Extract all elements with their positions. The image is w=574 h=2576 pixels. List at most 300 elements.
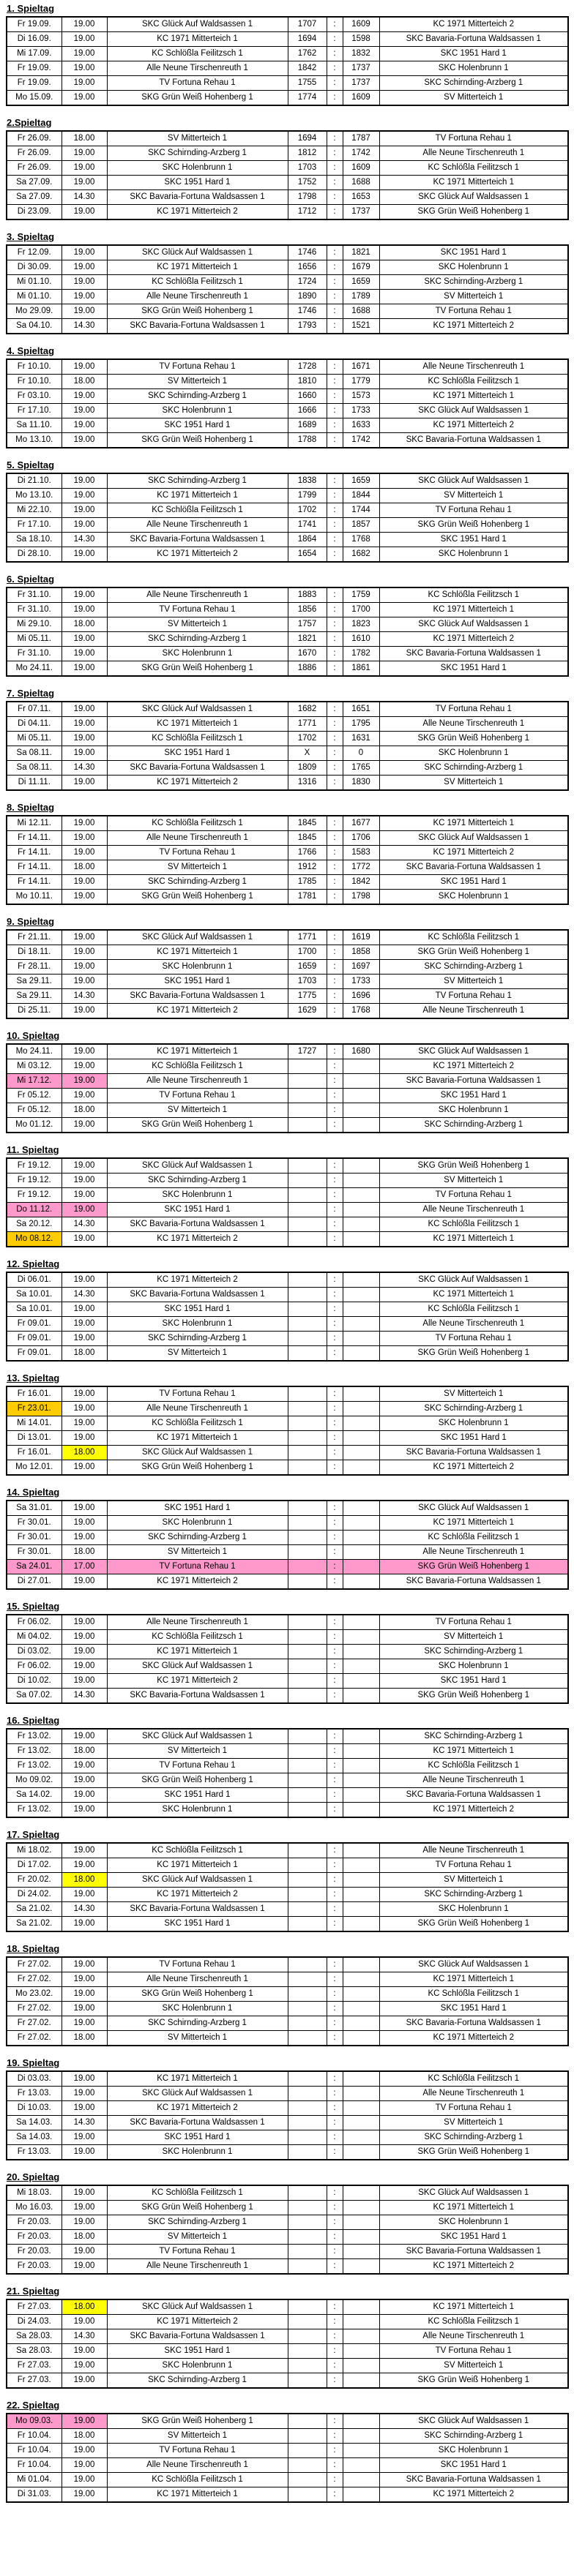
home-team: KC 1971 Mitterteich 2 bbox=[107, 2315, 288, 2329]
match-row bbox=[7, 1044, 568, 1059]
home-score: 1746 bbox=[288, 304, 327, 319]
match-time: 19.00 bbox=[61, 2344, 107, 2359]
match-time: 19.00 bbox=[61, 32, 107, 47]
home-score bbox=[288, 2201, 327, 2215]
home-team: SKC 1951 Hard 1 bbox=[107, 2344, 288, 2359]
match-time: 18.00 bbox=[61, 1873, 107, 1888]
match-time: 18.00 bbox=[61, 1346, 107, 1362]
match-row bbox=[7, 245, 568, 260]
home-team: SKC 1951 Hard 1 bbox=[107, 176, 288, 190]
match-date: Fr 30.01. bbox=[7, 1531, 61, 1545]
home-team: SKC 1951 Hard 1 bbox=[107, 1788, 288, 1803]
matchday-table bbox=[6, 1043, 569, 1133]
score-colon: : bbox=[327, 190, 343, 205]
match-row bbox=[7, 1158, 568, 1174]
score-colon: : bbox=[327, 1501, 343, 1516]
away-team: SKC Glück Auf Waldsassen 1 bbox=[379, 2185, 568, 2201]
match-time: 19.00 bbox=[61, 2373, 107, 2389]
match-time: 19.00 bbox=[61, 1416, 107, 1431]
score-colon: : bbox=[327, 1118, 343, 1133]
away-team: TV Fortuna Rehau 1 bbox=[379, 1858, 568, 1873]
match-time: 19.00 bbox=[61, 831, 107, 846]
matchday-table bbox=[6, 1386, 569, 1476]
away-score: 1737 bbox=[343, 205, 379, 220]
home-score bbox=[288, 1645, 327, 1659]
home-score: 1727 bbox=[288, 1044, 327, 1059]
match-time: 19.00 bbox=[61, 473, 107, 489]
match-row bbox=[7, 1630, 568, 1645]
away-team: SV Mitterteich 1 bbox=[379, 975, 568, 989]
match-date: Fr 26.09. bbox=[7, 161, 61, 176]
score-colon: : bbox=[327, 945, 343, 960]
match-time: 19.00 bbox=[61, 1788, 107, 1803]
away-score: 1742 bbox=[343, 433, 379, 448]
score-colon: : bbox=[327, 1957, 343, 1972]
away-score bbox=[343, 2458, 379, 2473]
match-row bbox=[7, 61, 568, 76]
away-team: SKC Schirnding-Arzberg 1 bbox=[379, 1402, 568, 1416]
away-score bbox=[343, 1288, 379, 1302]
score-colon: : bbox=[327, 1545, 343, 1560]
away-team: SKC Holenbrunn 1 bbox=[379, 2215, 568, 2230]
home-score bbox=[288, 1803, 327, 1818]
match-row bbox=[7, 1118, 568, 1133]
match-time: 19.00 bbox=[61, 205, 107, 220]
match-time: 19.00 bbox=[61, 489, 107, 503]
matchday-table bbox=[6, 1272, 569, 1362]
home-score: 1799 bbox=[288, 489, 327, 503]
match-row bbox=[7, 945, 568, 960]
matchday-title: 1. Spieltag bbox=[7, 3, 55, 14]
home-team: Alle Neune Tirschenreuth 1 bbox=[107, 831, 288, 846]
home-team: SV Mitterteich 1 bbox=[107, 2429, 288, 2444]
match-time: 19.00 bbox=[61, 1803, 107, 1818]
home-score: 1821 bbox=[288, 632, 327, 647]
match-time: 18.00 bbox=[61, 860, 107, 875]
match-time: 19.00 bbox=[61, 975, 107, 989]
match-row bbox=[7, 1174, 568, 1188]
match-date: Fr 23.01. bbox=[7, 1402, 61, 1416]
home-team: SKC Glück Auf Waldsassen 1 bbox=[107, 2087, 288, 2101]
match-time: 19.00 bbox=[61, 547, 107, 563]
match-date: Fr 10.10. bbox=[7, 375, 61, 389]
home-team: Alle Neune Tirschenreuth 1 bbox=[107, 290, 288, 304]
home-score bbox=[288, 2329, 327, 2344]
match-row bbox=[7, 1317, 568, 1332]
match-row bbox=[7, 1917, 568, 1932]
away-score: 1742 bbox=[343, 146, 379, 161]
match-time: 19.00 bbox=[61, 661, 107, 677]
matchday-section bbox=[6, 2400, 574, 2503]
match-row bbox=[7, 2414, 568, 2429]
home-team: TV Fortuna Rehau 1 bbox=[107, 2444, 288, 2458]
match-date: Fr 27.02. bbox=[7, 2031, 61, 2046]
away-score: 1631 bbox=[343, 732, 379, 746]
match-date: Di 21.10. bbox=[7, 473, 61, 489]
matchday-table bbox=[6, 1956, 569, 2046]
home-team: SKC Schirnding-Arzberg 1 bbox=[107, 146, 288, 161]
home-team: TV Fortuna Rehau 1 bbox=[107, 1957, 288, 1972]
away-team: SKC Schirnding-Arzberg 1 bbox=[379, 2130, 568, 2145]
matchday-section bbox=[6, 1487, 574, 1590]
home-score bbox=[288, 1431, 327, 1446]
home-score bbox=[288, 2373, 327, 2389]
home-score: 1659 bbox=[288, 960, 327, 975]
away-team: SKC Schirnding-Arzberg 1 bbox=[379, 275, 568, 290]
score-colon: : bbox=[327, 632, 343, 647]
home-team: KC 1971 Mitterteich 2 bbox=[107, 1232, 288, 1247]
match-time: 18.00 bbox=[61, 2429, 107, 2444]
away-score: 1688 bbox=[343, 176, 379, 190]
matchday-title: 9. Spieltag bbox=[7, 916, 55, 927]
away-score bbox=[343, 1773, 379, 1788]
matchday-title: 4. Spieltag bbox=[7, 345, 55, 356]
score-colon: : bbox=[327, 1531, 343, 1545]
match-date: Fr 13.02. bbox=[7, 1803, 61, 1818]
home-score bbox=[288, 1288, 327, 1302]
home-team: SKC Holenbrunn 1 bbox=[107, 2002, 288, 2016]
match-row bbox=[7, 389, 568, 404]
match-date: Mi 01.04. bbox=[7, 2473, 61, 2487]
home-team: SKC Bavaria-Fortuna Waldsassen 1 bbox=[107, 1288, 288, 1302]
matchday-table bbox=[6, 244, 569, 334]
match-date: Di 03.03. bbox=[7, 2071, 61, 2087]
match-row bbox=[7, 1873, 568, 1888]
away-team: KC 1971 Mitterteich 2 bbox=[379, 2487, 568, 2503]
match-time: 18.00 bbox=[61, 375, 107, 389]
matchday-section bbox=[6, 574, 574, 677]
match-row bbox=[7, 2101, 568, 2116]
away-team: SKC Bavaria-Fortuna Waldsassen 1 bbox=[379, 1788, 568, 1803]
match-time: 19.00 bbox=[61, 846, 107, 860]
score-colon: : bbox=[327, 2002, 343, 2016]
matchday-table bbox=[6, 1842, 569, 1932]
match-time: 14.30 bbox=[61, 1288, 107, 1302]
away-team: TV Fortuna Rehau 1 bbox=[379, 702, 568, 717]
match-date: Mo 09.02. bbox=[7, 1773, 61, 1788]
home-score bbox=[288, 2101, 327, 2116]
match-row bbox=[7, 2215, 568, 2230]
score-colon: : bbox=[327, 547, 343, 563]
home-score: 1766 bbox=[288, 846, 327, 860]
match-date: Di 24.02. bbox=[7, 1888, 61, 1902]
score-colon: : bbox=[327, 587, 343, 603]
match-time: 18.00 bbox=[61, 2031, 107, 2046]
away-score bbox=[343, 1843, 379, 1858]
home-team: KC Schlößla Feilitzsch 1 bbox=[107, 1630, 288, 1645]
match-date: Fr 28.11. bbox=[7, 960, 61, 975]
home-score bbox=[288, 1630, 327, 1645]
away-team: KC Schlößla Feilitzsch 1 bbox=[379, 1531, 568, 1545]
home-team: TV Fortuna Rehau 1 bbox=[107, 603, 288, 617]
match-date: Sa 14.02. bbox=[7, 1788, 61, 1803]
home-team: KC Schlößla Feilitzsch 1 bbox=[107, 1059, 288, 1074]
away-score: 1682 bbox=[343, 547, 379, 563]
match-time: 19.00 bbox=[61, 776, 107, 791]
away-team: SKC Glück Auf Waldsassen 1 bbox=[379, 473, 568, 489]
away-team: Alle Neune Tirschenreuth 1 bbox=[379, 1843, 568, 1858]
match-time: 19.00 bbox=[61, 2071, 107, 2087]
score-colon: : bbox=[327, 1803, 343, 1818]
home-score bbox=[288, 2130, 327, 2145]
away-score bbox=[343, 2101, 379, 2116]
score-colon: : bbox=[327, 717, 343, 732]
home-score: 1798 bbox=[288, 190, 327, 205]
home-score: 1845 bbox=[288, 816, 327, 831]
home-score bbox=[288, 1118, 327, 1133]
match-time: 19.00 bbox=[61, 2087, 107, 2101]
away-score: 1573 bbox=[343, 389, 379, 404]
home-team: SKC 1951 Hard 1 bbox=[107, 2130, 288, 2145]
away-score bbox=[343, 1689, 379, 1704]
home-team: SV Mitterteich 1 bbox=[107, 2230, 288, 2245]
home-score bbox=[288, 1217, 327, 1232]
away-team: KC 1971 Mitterteich 1 bbox=[379, 389, 568, 404]
score-colon: : bbox=[327, 989, 343, 1004]
away-score: 1700 bbox=[343, 603, 379, 617]
home-score bbox=[288, 1659, 327, 1674]
matchday-section bbox=[6, 2171, 574, 2275]
score-colon: : bbox=[327, 1217, 343, 1232]
home-team: KC 1971 Mitterteich 1 bbox=[107, 1431, 288, 1446]
away-team: KC Schlößla Feilitzsch 1 bbox=[379, 1302, 568, 1317]
match-time: 19.00 bbox=[61, 2414, 107, 2429]
home-team: SKC Holenbrunn 1 bbox=[107, 161, 288, 176]
home-score: 1762 bbox=[288, 47, 327, 61]
score-colon: : bbox=[327, 816, 343, 831]
home-team: TV Fortuna Rehau 1 bbox=[107, 1386, 288, 1402]
home-score: 1694 bbox=[288, 32, 327, 47]
match-time: 19.00 bbox=[61, 275, 107, 290]
away-team: SKC Holenbrunn 1 bbox=[379, 890, 568, 905]
match-date: Sa 21.02. bbox=[7, 1902, 61, 1917]
match-time: 19.00 bbox=[61, 1074, 107, 1089]
match-row bbox=[7, 846, 568, 860]
away-team: SKC 1951 Hard 1 bbox=[379, 1089, 568, 1103]
away-score bbox=[343, 1516, 379, 1531]
away-team: Alle Neune Tirschenreuth 1 bbox=[379, 1317, 568, 1332]
match-row bbox=[7, 702, 568, 717]
away-score bbox=[343, 1858, 379, 1873]
home-score bbox=[288, 1188, 327, 1203]
match-date: Mi 03.12. bbox=[7, 1059, 61, 1074]
match-row bbox=[7, 2016, 568, 2031]
score-colon: : bbox=[327, 776, 343, 791]
match-time: 19.00 bbox=[61, 389, 107, 404]
away-score: 1857 bbox=[343, 518, 379, 533]
score-colon: : bbox=[327, 1402, 343, 1416]
matchday-section bbox=[6, 117, 574, 220]
match-time: 19.00 bbox=[61, 1674, 107, 1689]
home-team: SKC Bavaria-Fortuna Waldsassen 1 bbox=[107, 761, 288, 776]
matchday-table bbox=[6, 701, 569, 791]
away-score: 1744 bbox=[343, 503, 379, 518]
home-team: SKC 1951 Hard 1 bbox=[107, 1302, 288, 1317]
home-team: SKC Schirnding-Arzberg 1 bbox=[107, 2215, 288, 2230]
match-date: Mi 04.02. bbox=[7, 1630, 61, 1645]
home-team: SKC Holenbrunn 1 bbox=[107, 404, 288, 418]
away-score: 1733 bbox=[343, 975, 379, 989]
match-time: 19.00 bbox=[61, 2458, 107, 2473]
match-time: 19.00 bbox=[61, 1317, 107, 1332]
match-time: 19.00 bbox=[61, 1972, 107, 1987]
matchday-title: 10. Spieltag bbox=[7, 1030, 60, 1041]
match-row bbox=[7, 131, 568, 146]
score-colon: : bbox=[327, 890, 343, 905]
away-score bbox=[343, 1674, 379, 1689]
away-score bbox=[343, 2329, 379, 2344]
away-score bbox=[343, 1386, 379, 1402]
away-team: KC 1971 Mitterteich 1 bbox=[379, 176, 568, 190]
score-colon: : bbox=[327, 1744, 343, 1759]
match-date: Fr 09.01. bbox=[7, 1346, 61, 1362]
home-team: KC 1971 Mitterteich 2 bbox=[107, 205, 288, 220]
match-time: 19.00 bbox=[61, 404, 107, 418]
home-score: 1864 bbox=[288, 533, 327, 547]
home-team: Alle Neune Tirschenreuth 1 bbox=[107, 587, 288, 603]
match-time: 19.00 bbox=[61, 1987, 107, 2002]
away-team: SKG Grün Weiß Hohenberg 1 bbox=[379, 945, 568, 960]
match-date: Di 10.02. bbox=[7, 1674, 61, 1689]
away-score bbox=[343, 1103, 379, 1118]
away-score: 1832 bbox=[343, 47, 379, 61]
match-time: 19.00 bbox=[61, 1843, 107, 1858]
match-row bbox=[7, 1232, 568, 1247]
match-time: 19.00 bbox=[61, 418, 107, 433]
match-date: Mo 13.10. bbox=[7, 433, 61, 448]
home-score: 1890 bbox=[288, 290, 327, 304]
away-team: SKC Bavaria-Fortuna Waldsassen 1 bbox=[379, 433, 568, 448]
home-score: 1702 bbox=[288, 503, 327, 518]
home-team: SKC Glück Auf Waldsassen 1 bbox=[107, 1659, 288, 1674]
score-colon: : bbox=[327, 1188, 343, 1203]
score-colon: : bbox=[327, 2414, 343, 2429]
match-time: 19.00 bbox=[61, 2002, 107, 2016]
matchday-section bbox=[6, 2057, 574, 2160]
score-colon: : bbox=[327, 2329, 343, 2344]
score-colon: : bbox=[327, 1346, 343, 1362]
away-team: Alle Neune Tirschenreuth 1 bbox=[379, 2087, 568, 2101]
score-colon: : bbox=[327, 1332, 343, 1346]
home-team: KC 1971 Mitterteich 1 bbox=[107, 260, 288, 275]
home-team: Alle Neune Tirschenreuth 1 bbox=[107, 61, 288, 76]
away-team: KC 1971 Mitterteich 2 bbox=[379, 2031, 568, 2046]
match-time: 18.00 bbox=[61, 617, 107, 632]
match-time: 19.00 bbox=[61, 2315, 107, 2329]
match-row bbox=[7, 161, 568, 176]
match-date: Mo 09.03. bbox=[7, 2414, 61, 2429]
away-team: SV Mitterteich 1 bbox=[379, 489, 568, 503]
match-row bbox=[7, 205, 568, 220]
match-row bbox=[7, 761, 568, 776]
match-date: Fr 21.11. bbox=[7, 930, 61, 945]
away-score: 1737 bbox=[343, 61, 379, 76]
home-score bbox=[288, 1531, 327, 1545]
match-date: Di 27.01. bbox=[7, 1574, 61, 1590]
home-team: SKC Holenbrunn 1 bbox=[107, 2145, 288, 2160]
match-date: Fr 13.03. bbox=[7, 2087, 61, 2101]
away-score bbox=[343, 2487, 379, 2503]
home-score: 1842 bbox=[288, 61, 327, 76]
match-time: 19.00 bbox=[61, 587, 107, 603]
home-team: SKC Glück Auf Waldsassen 1 bbox=[107, 930, 288, 945]
away-score bbox=[343, 1917, 379, 1932]
away-score bbox=[343, 1574, 379, 1590]
score-colon: : bbox=[327, 1729, 343, 1744]
match-row bbox=[7, 146, 568, 161]
matchday-section bbox=[6, 1715, 574, 1818]
match-row bbox=[7, 2444, 568, 2458]
score-colon: : bbox=[327, 2245, 343, 2259]
score-colon: : bbox=[327, 91, 343, 106]
away-team: Alle Neune Tirschenreuth 1 bbox=[379, 1203, 568, 1217]
match-date: Fr 06.02. bbox=[7, 1659, 61, 1674]
away-team: TV Fortuna Rehau 1 bbox=[379, 1332, 568, 1346]
home-team: SV Mitterteich 1 bbox=[107, 860, 288, 875]
match-row bbox=[7, 518, 568, 533]
home-score: 1886 bbox=[288, 661, 327, 677]
home-team: SKC Glück Auf Waldsassen 1 bbox=[107, 245, 288, 260]
home-team: TV Fortuna Rehau 1 bbox=[107, 1560, 288, 1574]
away-score: 1609 bbox=[343, 161, 379, 176]
matchday-title: 22. Spieltag bbox=[7, 2400, 60, 2411]
score-colon: : bbox=[327, 2299, 343, 2315]
away-team: SKC Glück Auf Waldsassen 1 bbox=[379, 1957, 568, 1972]
away-team: TV Fortuna Rehau 1 bbox=[379, 131, 568, 146]
score-colon: : bbox=[327, 617, 343, 632]
match-time: 19.00 bbox=[61, 290, 107, 304]
match-time: 18.00 bbox=[61, 2299, 107, 2315]
away-team: TV Fortuna Rehau 1 bbox=[379, 2101, 568, 2116]
match-date: Mi 05.11. bbox=[7, 632, 61, 647]
away-score: 1706 bbox=[343, 831, 379, 846]
match-time: 18.00 bbox=[61, 1744, 107, 1759]
away-score bbox=[343, 2315, 379, 2329]
match-row bbox=[7, 1972, 568, 1987]
home-score bbox=[288, 1888, 327, 1902]
score-colon: : bbox=[327, 2230, 343, 2245]
away-score bbox=[343, 1302, 379, 1317]
match-row bbox=[7, 717, 568, 732]
match-row bbox=[7, 1074, 568, 1089]
score-colon: : bbox=[327, 761, 343, 776]
away-score: 1821 bbox=[343, 245, 379, 260]
match-row bbox=[7, 2487, 568, 2503]
match-row bbox=[7, 375, 568, 389]
home-team: SKG Grün Weiß Hohenberg 1 bbox=[107, 304, 288, 319]
match-row bbox=[7, 2329, 568, 2344]
score-colon: : bbox=[327, 1203, 343, 1217]
score-colon: : bbox=[327, 1386, 343, 1402]
home-score bbox=[288, 2344, 327, 2359]
away-team: KC 1971 Mitterteich 2 bbox=[379, 1059, 568, 1074]
match-time: 19.00 bbox=[61, 816, 107, 831]
away-team: SKG Grün Weiß Hohenberg 1 bbox=[379, 1346, 568, 1362]
match-date: Fr 20.03. bbox=[7, 2245, 61, 2259]
match-date: Fr 20.03. bbox=[7, 2259, 61, 2275]
match-date: Sa 28.03. bbox=[7, 2344, 61, 2359]
match-row bbox=[7, 1089, 568, 1103]
home-team: SKC Bavaria-Fortuna Waldsassen 1 bbox=[107, 319, 288, 334]
matchday-title: 19. Spieltag bbox=[7, 2057, 60, 2068]
away-team: KC Schlößla Feilitzsch 1 bbox=[379, 2315, 568, 2329]
matchday-table bbox=[6, 815, 569, 905]
away-score: 1688 bbox=[343, 304, 379, 319]
match-time: 19.00 bbox=[61, 632, 107, 647]
away-score bbox=[343, 2230, 379, 2245]
home-team: SKC Holenbrunn 1 bbox=[107, 2359, 288, 2373]
away-score bbox=[343, 1729, 379, 1744]
